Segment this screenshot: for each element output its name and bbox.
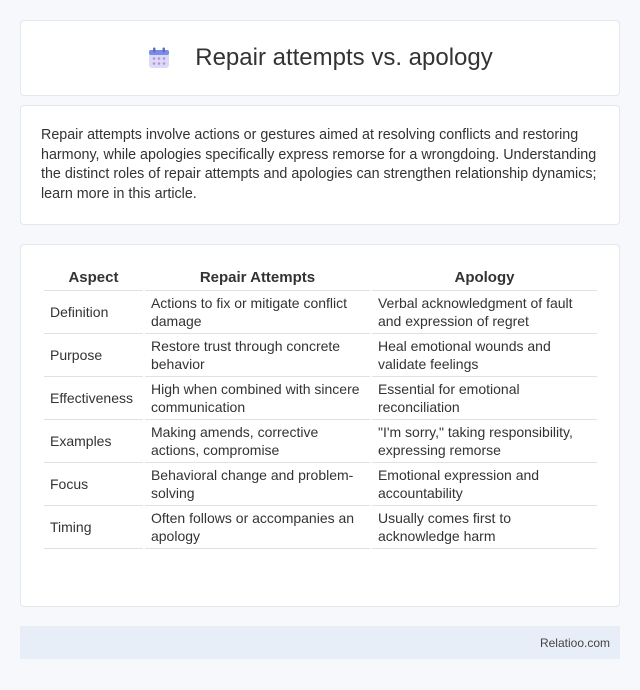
aspect-cell: Purpose	[44, 334, 143, 377]
table-row	[44, 291, 597, 334]
column-header-apology: Apology	[372, 265, 597, 291]
table-row	[44, 377, 597, 420]
apology-cell: Usually comes first to acknowledge harm	[372, 506, 597, 549]
table-row	[44, 420, 597, 463]
aspect-cell: Timing	[44, 506, 143, 549]
repair-cell: Often follows or accompanies an apology	[145, 506, 370, 549]
table-row	[44, 506, 597, 549]
apology-cell: Heal emotional wounds and validate feelings	[372, 334, 597, 377]
table-row	[44, 334, 597, 377]
apology-cell: "I'm sorry," taking responsibility, expressing remorse	[372, 420, 597, 463]
repair-cell: Actions to fix or mitigate conflict damage	[145, 291, 370, 334]
footer-brand: Relatioo.com	[539, 635, 610, 650]
apology-cell: Verbal acknowledgment of fault and expression of regret	[372, 291, 597, 334]
aspect-cell: Effectiveness	[44, 377, 143, 420]
calendar-icon	[147, 46, 171, 70]
comparison-table	[42, 265, 599, 549]
aspect-cell: Focus	[44, 463, 143, 506]
apology-cell: Emotional expression and accountability	[372, 463, 597, 506]
intro-card	[20, 105, 620, 225]
intro-text: Repair attempts involve actions or gestures aimed at resolving conflicts and restoring harmony, while apologies specifically express remorse for a wrongdoing. Understanding the distinct roles of repair attempts and apologies can strengthen relationship dynamics; learn more in this article.	[41, 127, 597, 203]
table-row	[44, 463, 597, 506]
aspect-cell: Definition	[44, 291, 143, 334]
repair-cell: Behavioral change and problem-solving	[145, 463, 370, 506]
table-header-row	[44, 265, 597, 291]
repair-cell: High when combined with sincere communication	[145, 377, 370, 420]
aspect-cell: Examples	[44, 420, 143, 463]
repair-cell: Restore trust through concrete behavior	[145, 334, 370, 377]
page-title: Repair attempts vs. apology	[195, 44, 493, 71]
column-header-aspect: Aspect	[44, 265, 143, 291]
footer	[20, 626, 620, 659]
title-card	[20, 20, 620, 96]
apology-cell: Essential for emotional reconciliation	[372, 377, 597, 420]
repair-cell: Making amends, corrective actions, compromise	[145, 420, 370, 463]
comparison-card	[20, 244, 620, 607]
column-header-repair-attempts: Repair Attempts	[145, 265, 370, 291]
